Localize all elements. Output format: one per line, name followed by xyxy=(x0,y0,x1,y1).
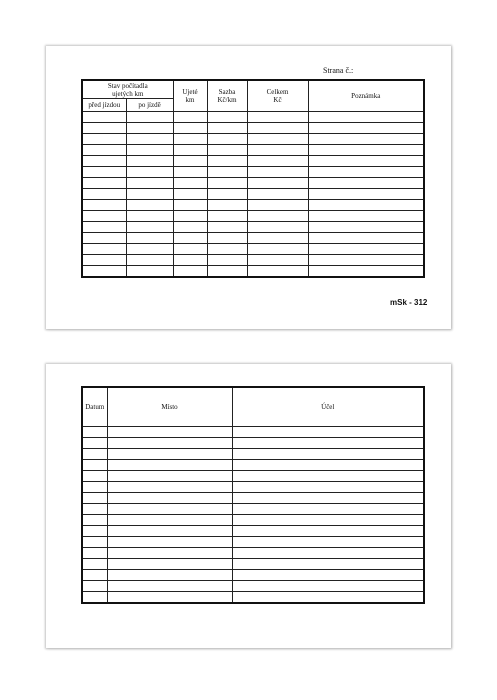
trip-log-table xyxy=(81,79,425,278)
empty-cell[interactable] xyxy=(308,266,424,278)
empty-cell[interactable] xyxy=(207,200,247,211)
empty-cell[interactable] xyxy=(82,482,107,493)
empty-cell[interactable] xyxy=(207,211,247,222)
table-row xyxy=(82,244,424,255)
empty-cell[interactable] xyxy=(173,123,207,134)
empty-cell[interactable] xyxy=(232,581,424,592)
empty-cell[interactable] xyxy=(308,200,424,211)
empty-cell[interactable] xyxy=(232,438,424,449)
table-row xyxy=(82,233,424,244)
purpose-header: Účel xyxy=(232,387,424,427)
empty-cell[interactable] xyxy=(107,515,232,526)
empty-cell[interactable] xyxy=(126,112,173,123)
empty-cell[interactable] xyxy=(82,112,126,123)
date-header: Datum xyxy=(82,387,107,427)
empty-cell[interactable] xyxy=(126,255,173,266)
empty-cell[interactable] xyxy=(207,189,247,200)
empty-cell[interactable] xyxy=(308,222,424,233)
empty-cell[interactable] xyxy=(82,559,107,570)
empty-cell[interactable] xyxy=(247,211,308,222)
empty-cell[interactable] xyxy=(247,145,308,156)
table-row xyxy=(82,211,424,222)
empty-cell[interactable] xyxy=(126,211,173,222)
empty-cell[interactable] xyxy=(173,167,207,178)
empty-cell[interactable] xyxy=(82,222,126,233)
table-row xyxy=(82,548,424,559)
distance-header: Ujeté km xyxy=(173,80,207,112)
empty-cell[interactable] xyxy=(247,134,308,145)
empty-cell[interactable] xyxy=(173,244,207,255)
empty-cell[interactable] xyxy=(247,266,308,278)
odometer-group-header: Stav počítadla ujetých km xyxy=(82,80,173,99)
empty-cell[interactable] xyxy=(82,266,126,278)
empty-cell[interactable] xyxy=(308,156,424,167)
table-row xyxy=(82,493,424,504)
empty-cell[interactable] xyxy=(107,581,232,592)
empty-cell[interactable] xyxy=(82,178,126,189)
header-row xyxy=(82,387,424,427)
empty-cell[interactable] xyxy=(82,200,126,211)
empty-cell[interactable] xyxy=(82,189,126,200)
empty-cell[interactable] xyxy=(247,167,308,178)
empty-cell[interactable] xyxy=(82,427,107,438)
table-row xyxy=(82,178,424,189)
empty-cell[interactable] xyxy=(247,255,308,266)
before-trip-header: před jízdou xyxy=(82,99,126,112)
empty-cell[interactable] xyxy=(173,200,207,211)
table-row xyxy=(82,427,424,438)
empty-cell[interactable] xyxy=(107,471,232,482)
empty-cell[interactable] xyxy=(82,471,107,482)
empty-cell[interactable] xyxy=(308,123,424,134)
empty-cell[interactable] xyxy=(173,134,207,145)
empty-cell[interactable] xyxy=(232,526,424,537)
empty-cell[interactable] xyxy=(107,526,232,537)
empty-cell[interactable] xyxy=(82,493,107,504)
table-row xyxy=(82,581,424,592)
empty-cell[interactable] xyxy=(82,255,126,266)
empty-cell[interactable] xyxy=(232,482,424,493)
empty-cell[interactable] xyxy=(82,244,126,255)
trip-log-sheet xyxy=(46,46,451,329)
table-row xyxy=(82,438,424,449)
empty-cell[interactable] xyxy=(126,167,173,178)
empty-cell[interactable] xyxy=(247,189,308,200)
empty-cell[interactable] xyxy=(82,134,126,145)
table-row xyxy=(82,482,424,493)
empty-cell[interactable] xyxy=(247,244,308,255)
table-row xyxy=(82,266,424,278)
total-header: Celkem Kč xyxy=(247,80,308,112)
empty-cell[interactable] xyxy=(173,178,207,189)
empty-cell[interactable] xyxy=(107,427,232,438)
empty-cell[interactable] xyxy=(126,123,173,134)
empty-cell[interactable] xyxy=(247,200,308,211)
empty-cell[interactable] xyxy=(107,592,232,604)
table-row xyxy=(82,200,424,211)
table-row xyxy=(82,515,424,526)
route-log-table xyxy=(81,386,425,604)
route-log-sheet xyxy=(46,364,451,648)
rate-header: Sazba Kč/km xyxy=(207,80,247,112)
empty-cell[interactable] xyxy=(107,504,232,515)
empty-cell[interactable] xyxy=(207,145,247,156)
table-row xyxy=(82,559,424,570)
empty-cell[interactable] xyxy=(207,123,247,134)
table-row xyxy=(82,449,424,460)
place-header: Místo xyxy=(107,387,232,427)
table-row xyxy=(82,255,424,266)
empty-cell[interactable] xyxy=(82,211,126,222)
empty-cell[interactable] xyxy=(173,189,207,200)
empty-cell[interactable] xyxy=(126,200,173,211)
empty-cell[interactable] xyxy=(207,233,247,244)
empty-cell[interactable] xyxy=(232,471,424,482)
empty-cell[interactable] xyxy=(247,178,308,189)
empty-cell[interactable] xyxy=(107,537,232,548)
table-row xyxy=(82,156,424,167)
empty-cell[interactable] xyxy=(126,266,173,278)
empty-cell[interactable] xyxy=(207,156,247,167)
empty-cell[interactable] xyxy=(308,189,424,200)
empty-cell[interactable] xyxy=(173,233,207,244)
empty-cell[interactable] xyxy=(126,134,173,145)
empty-cell[interactable] xyxy=(107,548,232,559)
empty-cell[interactable] xyxy=(82,460,107,471)
empty-cell[interactable] xyxy=(232,427,424,438)
empty-cell[interactable] xyxy=(247,156,308,167)
empty-cell[interactable] xyxy=(107,493,232,504)
table-row xyxy=(82,134,424,145)
empty-cell[interactable] xyxy=(232,548,424,559)
empty-cell[interactable] xyxy=(82,233,126,244)
empty-cell[interactable] xyxy=(232,460,424,471)
empty-cell[interactable] xyxy=(232,449,424,460)
empty-cell[interactable] xyxy=(107,449,232,460)
empty-cell[interactable] xyxy=(308,233,424,244)
table-row xyxy=(82,504,424,515)
table-row xyxy=(82,167,424,178)
empty-cell[interactable] xyxy=(107,482,232,493)
empty-cell[interactable] xyxy=(107,559,232,570)
after-trip-header: po jízdě xyxy=(126,99,173,112)
empty-cell[interactable] xyxy=(232,570,424,581)
empty-cell[interactable] xyxy=(232,537,424,548)
empty-cell[interactable] xyxy=(126,145,173,156)
empty-cell[interactable] xyxy=(207,134,247,145)
empty-cell[interactable] xyxy=(82,570,107,581)
empty-cell[interactable] xyxy=(232,515,424,526)
table-row xyxy=(82,570,424,581)
empty-cell[interactable] xyxy=(173,156,207,167)
table-row xyxy=(82,222,424,233)
empty-cell[interactable] xyxy=(82,156,126,167)
empty-cell[interactable] xyxy=(308,178,424,189)
empty-cell[interactable] xyxy=(173,266,207,278)
table-row xyxy=(82,123,424,134)
empty-cell[interactable] xyxy=(173,222,207,233)
empty-cell[interactable] xyxy=(82,581,107,592)
empty-cell[interactable] xyxy=(207,266,247,278)
empty-cell[interactable] xyxy=(82,449,107,460)
empty-cell[interactable] xyxy=(82,548,107,559)
empty-cell[interactable] xyxy=(126,189,173,200)
empty-cell[interactable] xyxy=(308,112,424,123)
empty-cell[interactable] xyxy=(126,156,173,167)
table-row xyxy=(82,145,424,156)
empty-cell[interactable] xyxy=(126,244,173,255)
empty-cell[interactable] xyxy=(126,222,173,233)
empty-cell[interactable] xyxy=(173,211,207,222)
empty-cell[interactable] xyxy=(247,123,308,134)
empty-cell[interactable] xyxy=(232,559,424,570)
empty-cell[interactable] xyxy=(207,112,247,123)
empty-cell[interactable] xyxy=(247,222,308,233)
empty-cell[interactable] xyxy=(82,123,126,134)
empty-cell[interactable] xyxy=(207,222,247,233)
empty-cell[interactable] xyxy=(107,438,232,449)
empty-cell[interactable] xyxy=(207,178,247,189)
empty-cell[interactable] xyxy=(308,134,424,145)
empty-cell[interactable] xyxy=(308,255,424,266)
empty-cell[interactable] xyxy=(207,244,247,255)
empty-cell[interactable] xyxy=(82,526,107,537)
empty-cell[interactable] xyxy=(173,112,207,123)
empty-cell[interactable] xyxy=(232,504,424,515)
empty-cell[interactable] xyxy=(207,167,247,178)
empty-cell[interactable] xyxy=(82,145,126,156)
empty-cell[interactable] xyxy=(173,145,207,156)
empty-cell[interactable] xyxy=(107,460,232,471)
empty-cell[interactable] xyxy=(82,515,107,526)
empty-cell[interactable] xyxy=(107,570,232,581)
empty-cell[interactable] xyxy=(308,145,424,156)
table-row xyxy=(82,471,424,482)
table-row xyxy=(82,460,424,471)
empty-cell[interactable] xyxy=(308,167,424,178)
table-row xyxy=(82,112,424,123)
empty-cell[interactable] xyxy=(308,211,424,222)
empty-cell[interactable] xyxy=(82,167,126,178)
empty-cell[interactable] xyxy=(247,233,308,244)
empty-cell[interactable] xyxy=(82,537,107,548)
empty-cell[interactable] xyxy=(308,244,424,255)
header-row xyxy=(82,80,424,99)
empty-cell[interactable] xyxy=(126,178,173,189)
empty-cell[interactable] xyxy=(173,255,207,266)
empty-cell[interactable] xyxy=(126,233,173,244)
empty-cell[interactable] xyxy=(82,592,107,604)
table-row xyxy=(82,592,424,604)
empty-cell[interactable] xyxy=(232,493,424,504)
empty-cell[interactable] xyxy=(82,504,107,515)
empty-cell[interactable] xyxy=(232,592,424,604)
empty-cell[interactable] xyxy=(207,255,247,266)
table-row xyxy=(82,189,424,200)
note-header: Poznámka xyxy=(308,80,424,112)
form-code: mSk - 312 xyxy=(390,298,428,307)
page-number-label: Strana č.: xyxy=(323,66,354,75)
empty-cell[interactable] xyxy=(82,438,107,449)
table-row xyxy=(82,537,424,548)
empty-cell[interactable] xyxy=(247,112,308,123)
table-row xyxy=(82,526,424,537)
